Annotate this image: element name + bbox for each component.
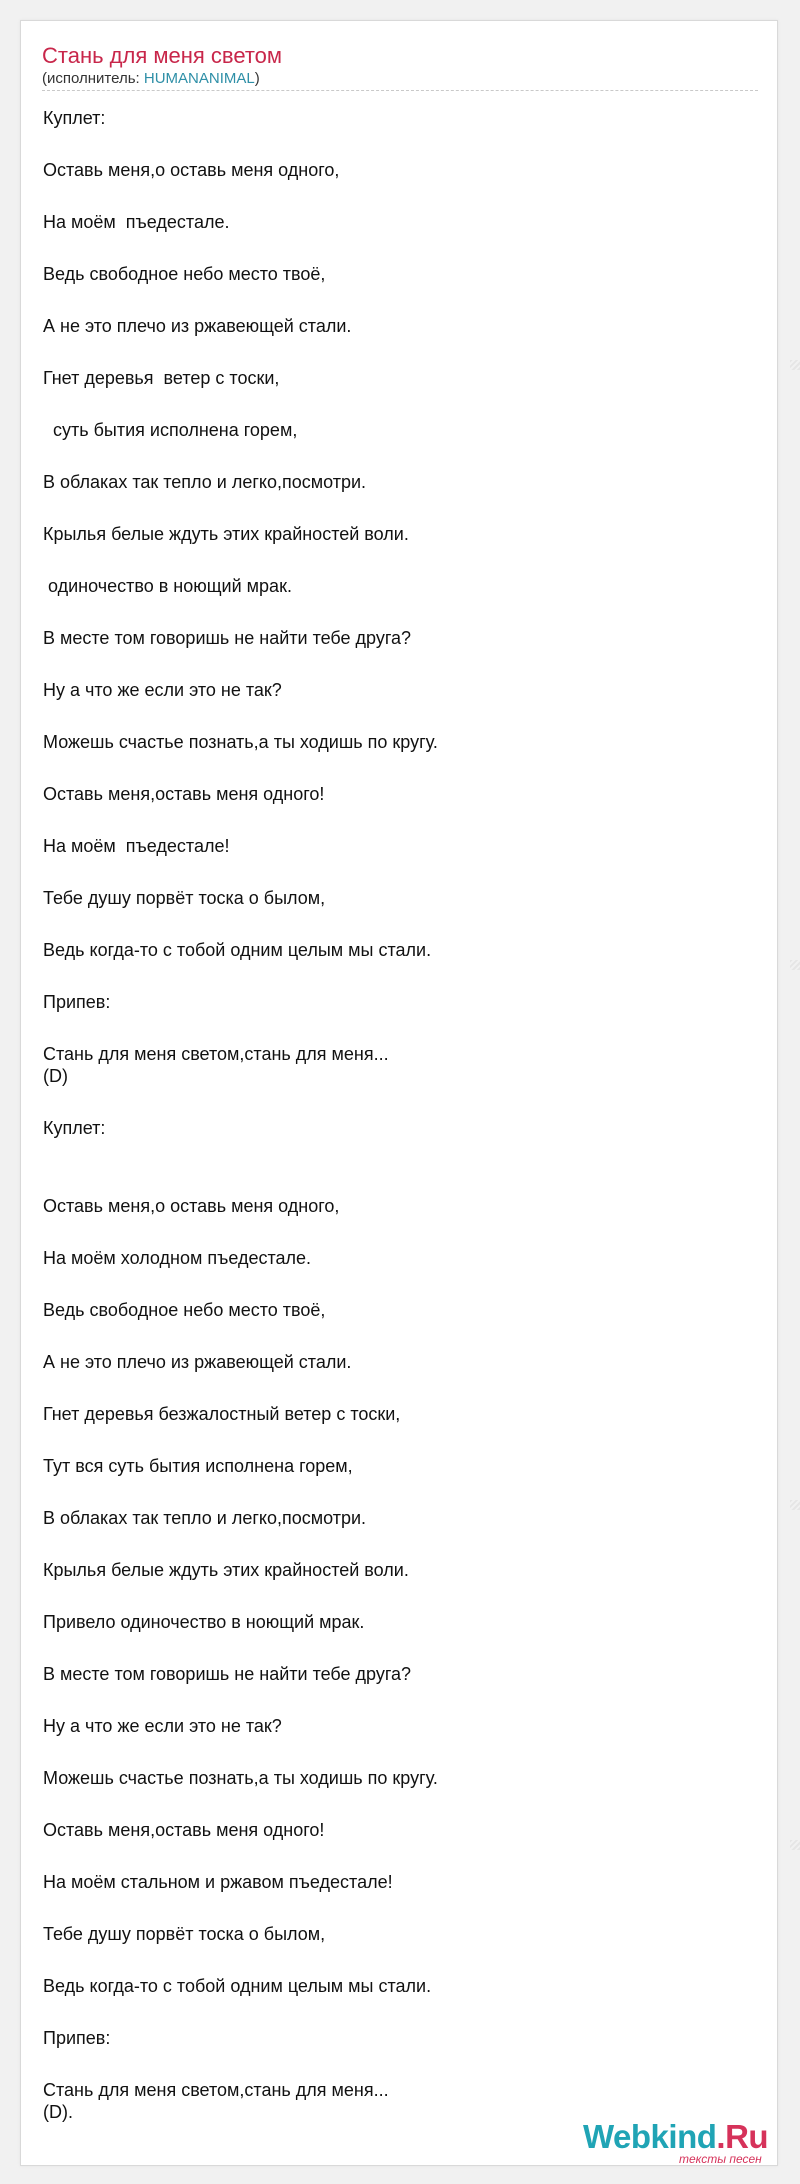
lyric-line: Стань для меня светом,стань для меня... xyxy=(43,2080,389,2100)
artist-link[interactable]: HUMANANIMAL xyxy=(143,70,255,87)
logo-brand: Webkind xyxy=(583,2118,717,2155)
lyric-line: На моём пъедестале! xyxy=(43,836,230,856)
lyric-line: Куплет: xyxy=(43,108,106,128)
lyric-line: Тебе душу порвёт тоска о былом, xyxy=(43,1924,326,1944)
lyric-line: суть бытия исполнена горем, xyxy=(43,420,298,440)
song-title: Стань для меня светом xyxy=(42,43,283,68)
decorative-stripe xyxy=(790,960,800,970)
lyric-line: Ведь когда-то с тобой одним целым мы стали. xyxy=(43,1976,432,1996)
lyric-line: Оставь меня,оставь меня одного! xyxy=(43,1820,325,1840)
lyric-line: Куплет: xyxy=(43,1118,106,1138)
lyric-line: В месте том говоришь не найти тебе друга? xyxy=(43,628,412,648)
lyric-line: На моём пъедестале. xyxy=(43,212,230,232)
lyric-line: Ну а что же если это не так? xyxy=(43,680,282,700)
lyric-line: одиночество в ноющий мрак. xyxy=(43,576,292,596)
lyric-line: Гнет деревья безжалостный ветер с тоски, xyxy=(43,1404,401,1424)
lyric-line: На моём холодном пъедестале. xyxy=(43,1248,312,1268)
lyric-line: Ну а что же если это не так? xyxy=(43,1716,282,1736)
artist-prefix: (исполнитель: xyxy=(42,70,144,87)
lyric-line: Оставь меня,о оставь меня одного, xyxy=(43,160,340,180)
song-header xyxy=(42,43,758,91)
lyric-line: Ведь когда-то с тобой одним целым мы стали. xyxy=(43,940,432,960)
decorative-stripe xyxy=(790,360,800,370)
lyric-line: Тут вся суть бытия исполнена горем, xyxy=(43,1456,353,1476)
lyric-line: Гнет деревья ветер с тоски, xyxy=(43,368,280,388)
logo-tld: .Ru xyxy=(716,2118,769,2155)
lyric-line: Крылья белые ждуть этих крайностей воли. xyxy=(43,1560,409,1580)
decorative-stripe xyxy=(790,1840,800,1850)
lyric-line: (D) xyxy=(43,1066,68,1086)
lyric-line: В облаках так тепло и легко,посмотри. xyxy=(43,472,367,492)
lyric-line: Оставь меня,о оставь меня одного, xyxy=(43,1196,340,1216)
lyric-line: Припев: xyxy=(43,2028,111,2048)
lyric-line: Можешь счастье познать,а ты ходишь по кругу. xyxy=(43,1768,438,1788)
lyric-line: Крылья белые ждуть этих крайностей воли. xyxy=(43,524,409,544)
lyric-line: Ведь свободное небо место твоё, xyxy=(43,1300,326,1320)
lyrics-card xyxy=(20,20,778,2166)
logo-wordmark xyxy=(583,2119,768,2155)
lyric-line: Тебе душу порвёт тоска о былом, xyxy=(43,888,326,908)
lyric-line: В месте том говоришь не найти тебе друга? xyxy=(43,1664,412,1684)
lyric-line: Можешь счастье познать,а ты ходишь по кругу. xyxy=(43,732,438,752)
decorative-stripe xyxy=(790,1500,800,1510)
artist-suffix: ) xyxy=(254,70,260,87)
lyric-line: Оставь меня,оставь меня одного! xyxy=(43,784,325,804)
artist-line xyxy=(42,70,758,88)
lyric-line: Привело одиночество в ноющий мрак. xyxy=(43,1612,365,1632)
lyric-line: Ведь свободное небо место твоё, xyxy=(43,264,326,284)
lyric-line: В облаках так тепло и легко,посмотри. xyxy=(43,1508,367,1528)
lyric-line: (D). xyxy=(43,2102,73,2122)
site-logo[interactable] xyxy=(583,2119,783,2165)
lyric-line: Стань для меня светом,стань для меня... xyxy=(43,1044,389,1064)
lyric-line: А не это плечо из ржавеющей стали. xyxy=(43,316,352,336)
lyric-line: Припев: xyxy=(43,992,111,1012)
logo-tagline: тексты песен xyxy=(679,2152,762,2166)
lyric-line: А не это плечо из ржавеющей стали. xyxy=(43,1352,352,1372)
lyric-line: На моём стальном и ржавом пъедестале! xyxy=(43,1872,393,1892)
